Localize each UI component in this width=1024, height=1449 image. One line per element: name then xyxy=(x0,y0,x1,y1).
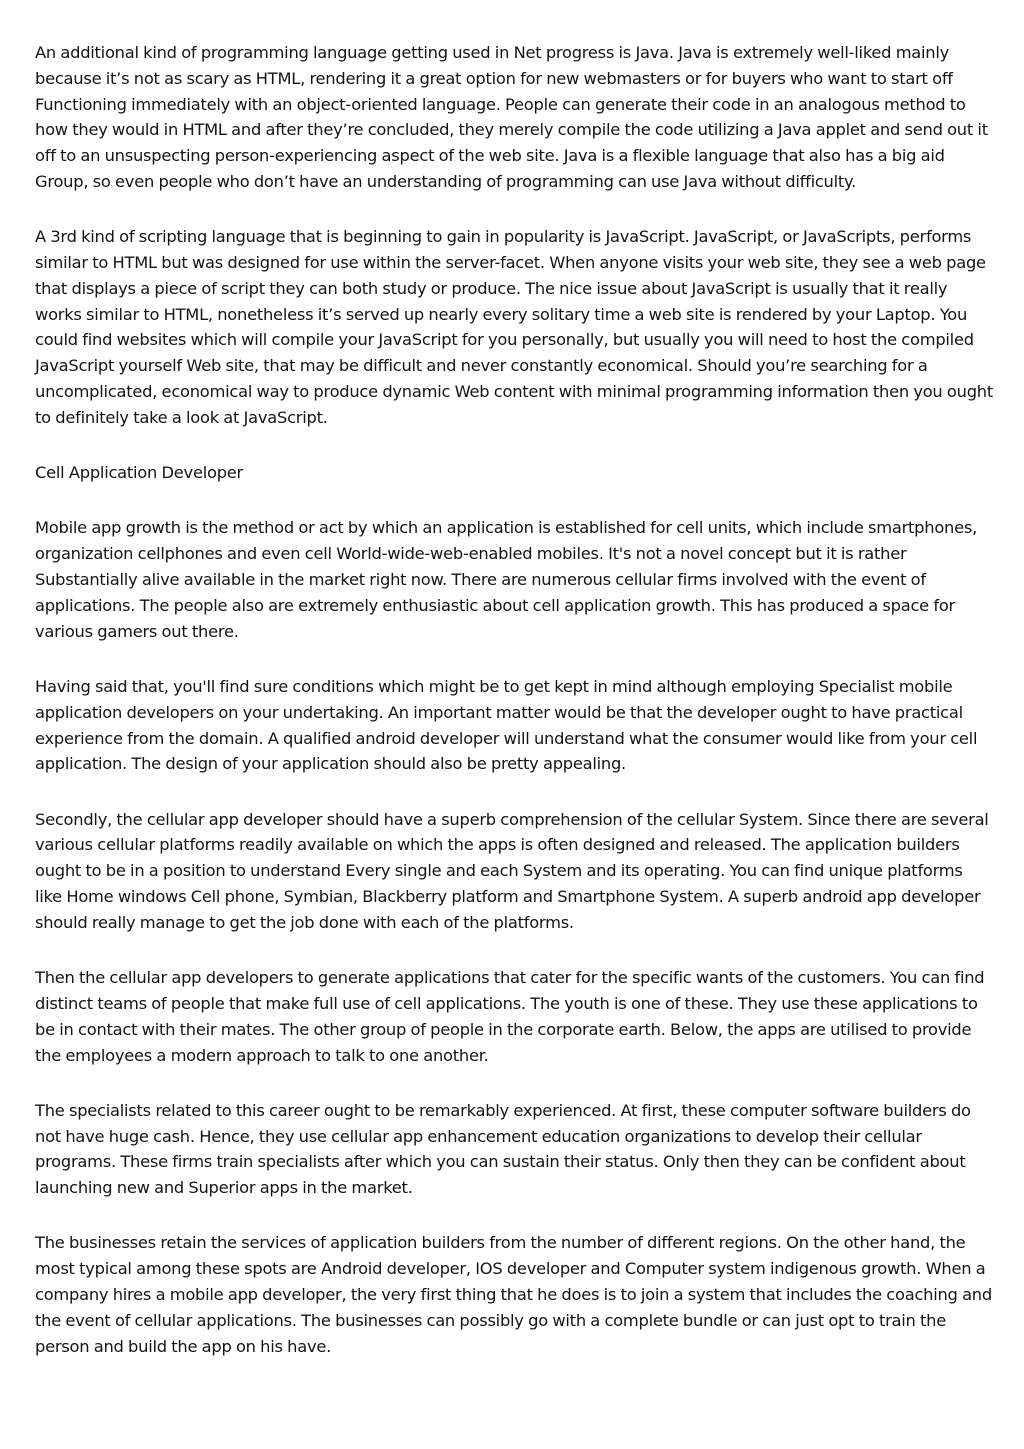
paragraph-specialists: The specialists related to this career ought to be remarkably experienced. At first, these computer software builders do not have huge cash. Hence, they use cellular app enhancement education organizations to develop their cellular programs. These firms train specialists after which you can sustain their status. Only then they can be confident about launching new and Superior apps in the market. xyxy=(35,1100,971,1198)
document-body xyxy=(35,40,993,1389)
paragraph-customer-wants: Then the cellular app developers to generate applications that cater for the specific wants of the customers. You can find distinct teams of people that make full use of cell applications. The youth is one of these. They use these applications to be in contact with their mates. The other group of people in the corporate earth. Below, the apps are utilised to provide the employees a modern approach to talk to one another. xyxy=(35,968,985,1065)
paragraph-platforms: Secondly, the cellular app developer should have a superb comprehension of the cellular System. Since there are several various cellular platforms readily available on which the apps is often designed and released. The application builders ought to be in a position to understand Every single and each System and its operating. You can find unique platforms like Home windows Cell phone, Symbian, Blackberry platform and Smartphone System. A superb android app developer should really manage to get the job done with each of the platforms. xyxy=(35,809,989,932)
section-heading: Cell Application Developer xyxy=(35,463,243,483)
paragraph-hiring-conditions: Having said that, you'll find sure conditions which might be to get kept in mind although employing Specialist mobile application developers on your undertaking. An important matter would be that the developer ought to have practical experience from the domain. A qualified android developer will understand what the consumer would like from your cell application. The design of your application should also be pretty appealing. xyxy=(35,676,978,774)
paragraph-mobile-app-growth: Mobile app growth is the method or act by which an application is established for cell units, which include smartphones, organization cellphones and even cell World-wide-web-enabled mobiles. It's not a novel concept but it is rather Substantially alive available in the market right now. There are numerous cellular firms involved with the event of applications. The people also are extremely enthusiastic about cell application growth. This has produced a space for various gamers out there. xyxy=(35,518,978,641)
paragraph-businesses: The businesses retain the services of application builders from the number of different regions. On the other hand, the most typical among these spots are Android developer, IOS developer and Computer system indigenous growth. When a company hires a mobile app developer, the very first thing that he does is to join a system that includes the coaching and the event of cellular applications. The businesses can possibly go with a complete bundle or can just opt to train the person and build the app on his have. xyxy=(35,1233,992,1356)
paragraph-javascript: A 3rd kind of scripting language that is beginning to gain in popularity is JavaScript. JavaScript, or JavaScripts, performs similar to HTML but was designed for use within the server-facet. When anyone visits your web site, they see a web page that displays a piece of script they can both study or produce. The nice issue about JavaScript is usually that it really works similar to HTML, nonetheless it’s served up nearly every solitary time a web site is rendered by your Laptop. You could find websites which will compile your JavaScript for you personally, but usually you will need to host the compiled JavaScript yourself Web site, that may be difficult and never constantly economical. Should you’re searching for a uncomplicated, economical way to produce dynamic Web content with minimal programming information then you ought to definitely take a look at JavaScript. xyxy=(35,227,993,427)
paragraph-java: An additional kind of programming language getting used in Net progress is Java. Java is extremely well-liked mainly because it’s not as scary as HTML, rendering it a great option for new webmasters or for buyers who want to start off Functioning immediately with an object-oriented language. People can generate their code in an analogous method to how they would in HTML and after they’re concluded, they merely compile the code utilizing a Java applet and send out it off to an unsuspecting person-experiencing aspect of the web site. Java is a flexible language that also has a big aid Group, so even people who don’t have an understanding of programming can use Java without difficulty. xyxy=(35,43,988,191)
